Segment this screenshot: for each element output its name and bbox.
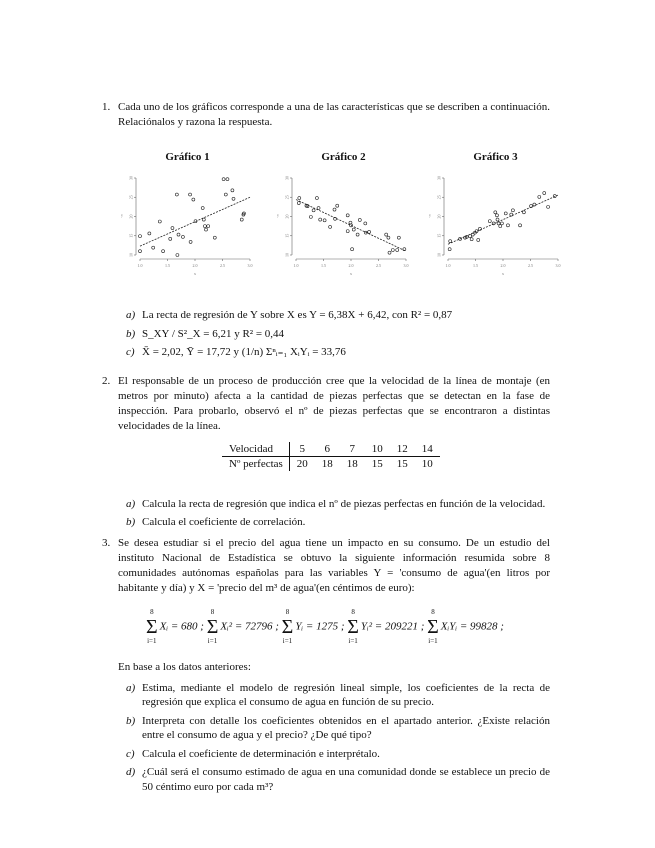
sum-upper: 8: [210, 607, 215, 616]
charts-row: [110, 150, 561, 300]
sum-upper: 8: [351, 607, 355, 616]
sum-lower: i=1: [282, 636, 293, 645]
data-point: [500, 222, 503, 225]
y-tick-label: 30: [284, 176, 290, 180]
data-point: [226, 178, 229, 181]
table-cell: 10: [365, 442, 390, 457]
question-text: El responsable de un proceso de producción cree que la velocidad de la línea de montaje (en metros por minuto) afecta a la cantidad de piezas perfectas que se detectan en la fase de inspección. Para probarlo, observó el nº de piezas perfectas que se encontraron a distintas velocidades de la línea.: [118, 374, 550, 432]
table-cell: 12: [390, 442, 415, 457]
data-point: [385, 233, 388, 236]
chart-title-1: Gráfico 1: [165, 151, 210, 163]
data-point: [388, 251, 391, 254]
option-text: S_XY / S²_X = 6,21 y R² = 0,44: [142, 327, 285, 340]
question-1: [102, 100, 550, 130]
question-number: 3.: [102, 536, 111, 549]
data-point: [504, 212, 507, 215]
regression-line: [140, 197, 250, 246]
option-text: Calcula el coeficiente de correlación.: [142, 516, 306, 528]
document-body: [102, 100, 561, 794]
data-point: [506, 224, 509, 227]
table-cell: 5: [289, 442, 315, 457]
q2-option-a: [126, 497, 550, 512]
data-point: [189, 240, 192, 243]
x-tick-label: 3.0: [403, 263, 409, 268]
x-tick-label: 1.0: [445, 263, 451, 268]
data-point: [391, 248, 394, 251]
q3-option-c: [126, 747, 550, 762]
data-point: [177, 233, 180, 236]
regression-line: [296, 200, 406, 252]
y-tick-label: 15: [284, 233, 290, 238]
option-label: c): [126, 747, 135, 760]
data-point: [494, 211, 497, 214]
option-label: b): [126, 516, 136, 528]
data-point: [368, 230, 371, 233]
q3-intro: En base a los datos anteriores:: [118, 660, 251, 673]
regression-line: [448, 195, 558, 244]
sum-term: Xᵢ² = 72796 ;: [220, 620, 279, 633]
table-cell: 7: [340, 442, 365, 457]
y-tick-label: 30: [128, 176, 134, 180]
data-point: [309, 215, 312, 218]
data-point: [158, 220, 161, 223]
option-text: La recta de regresión de Y sobre X es Y = 6,38X + 6,42, con R² = 0,87: [142, 309, 453, 321]
question-2: [102, 374, 550, 434]
sum-lower: i=1: [147, 636, 157, 645]
data-point: [538, 195, 541, 198]
data-point: [547, 205, 550, 208]
data-point: [470, 238, 473, 241]
data-point: [207, 225, 210, 228]
question-text: Se desea estudiar si el precio del agua tiene un impacto en su consumo. De un estudio del instituto Nacional de Estadística se obtuvo la siguiente información resumida sobre 8 comunidades autónomas españolas para las variables Y = 'consumo de agua'(en litros por habitante y día) y X = 'precio del m³ de agua'(en céntimos de euro):: [118, 536, 550, 594]
y-axis-label: y: [121, 212, 123, 218]
data-point: [496, 218, 499, 221]
data-point: [358, 218, 361, 221]
option-text: Calcula la recta de regresión que indica el nº de piezas perfectas en función de la velocidad.: [142, 497, 546, 510]
x-tick-label: 2.0: [192, 263, 198, 268]
data-point: [477, 238, 480, 241]
speed-table: [222, 442, 440, 471]
x-tick-label: 1.0: [293, 263, 299, 268]
table-cell: 18: [346, 457, 358, 470]
data-point: [203, 225, 206, 228]
table-cell: 6: [315, 442, 340, 457]
data-point: [152, 246, 155, 249]
row-header: Velocidad: [222, 442, 289, 457]
scatter-chart-2: [266, 172, 421, 284]
data-point: [232, 197, 235, 200]
chart-title-3: Gráfico 3: [473, 151, 518, 163]
q1-option-b: [126, 327, 550, 342]
option-text: Interpreta con detalle los coeficientes obtenidos en el apartado anterior. ¿Existe relación entre el consumo de agua y el precio? ¿De qué tipo?: [142, 714, 550, 741]
option-label: b): [126, 327, 136, 340]
q3-option-a: [126, 681, 550, 710]
chart-1: [110, 150, 265, 284]
table-cell: 20: [296, 457, 308, 470]
data-point: [171, 227, 174, 230]
sum-term: XᵢYᵢ = 99828 ;: [440, 620, 504, 633]
data-point: [346, 214, 349, 217]
data-point: [205, 228, 208, 231]
data-point: [224, 193, 227, 196]
data-point: [333, 208, 336, 211]
data-point: [298, 197, 301, 200]
data-point: [201, 207, 204, 210]
option-text: Estima, mediante el modelo de regresión lineal simple, los coeficientes de la recta de regresión que explica el consumo de agua en función de su precio.: [142, 681, 550, 708]
x-tick-label: 3.0: [555, 263, 561, 268]
table-cell: 14: [415, 442, 440, 457]
question-text: Cada uno de los gráficos corresponde a una de las características que se describen a continuación. Relaciónalos y razona la respuesta.: [118, 101, 550, 128]
option-text: X̄ = 2,02, Ȳ = 17,72 y (1/n) Σⁿᵢ₌₁ XᵢYᵢ = 33,76: [142, 346, 346, 358]
sum-symbol: 8 Σ i=1: [206, 607, 219, 645]
data-point: [222, 178, 225, 181]
y-tick-label: 15: [436, 233, 442, 238]
table-cell: 15: [396, 457, 408, 470]
y-axis-label: y: [429, 212, 431, 218]
table-row: [222, 456, 440, 471]
data-point: [352, 228, 355, 231]
data-point: [139, 250, 142, 253]
data-point: [181, 235, 184, 238]
data-point: [192, 198, 195, 201]
x-tick-label: 3.0: [247, 263, 253, 268]
data-point: [492, 222, 495, 225]
table-row: [222, 442, 440, 457]
data-point: [553, 195, 556, 198]
data-point: [519, 224, 522, 227]
data-point: [319, 218, 322, 221]
data-point: [543, 192, 546, 195]
x-tick-label: 2.5: [220, 263, 225, 268]
y-tick-label: 10: [284, 253, 290, 257]
y-tick-label: 25: [128, 195, 134, 200]
data-point: [189, 193, 192, 196]
option-label: d): [126, 766, 136, 778]
summation-formula: [146, 608, 550, 646]
y-axis-label: y: [277, 212, 279, 218]
q3-option-d: [126, 765, 550, 794]
x-tick-label: 1.0: [137, 263, 143, 268]
y-tick-label: 30: [436, 176, 442, 180]
q2-option-b: [126, 515, 550, 530]
question-number: 1.: [102, 101, 111, 113]
data-point: [495, 214, 498, 217]
option-text: Calcula el coeficiente de determinación e interprétalo.: [142, 747, 380, 760]
data-point: [387, 236, 390, 239]
data-point: [312, 209, 315, 212]
x-tick-label: 2.5: [528, 263, 533, 268]
x-axis-label: x: [502, 271, 504, 276]
x-tick-label: 1.5: [165, 263, 170, 268]
data-point: [323, 219, 326, 222]
data-point: [175, 193, 178, 196]
question-number: 2.: [102, 374, 111, 387]
data-point: [240, 218, 243, 221]
sum-term: Yᵢ² = 209221 ;: [360, 620, 425, 633]
data-point: [478, 227, 481, 230]
data-point: [448, 248, 451, 251]
option-label: a): [126, 497, 136, 510]
sum-term: Xᵢ = 680 ;: [159, 620, 204, 633]
sum-term: Yᵢ = 1275 ;: [295, 620, 345, 633]
data-point: [329, 225, 332, 228]
y-tick-label: 10: [436, 253, 442, 257]
data-point: [231, 189, 234, 192]
x-tick-label: 2.0: [348, 263, 354, 268]
x-tick-label: 2.0: [500, 263, 506, 268]
sum-upper: 8: [285, 607, 290, 616]
sum-symbol: 8 Σ i=1: [427, 607, 439, 645]
data-point: [511, 209, 514, 212]
data-point: [317, 207, 320, 210]
y-tick-label: 25: [436, 195, 442, 200]
data-point: [522, 211, 525, 214]
q1-option-c: [126, 345, 550, 360]
sum-upper: 8: [431, 607, 435, 616]
x-axis-label: x: [350, 271, 352, 276]
data-point: [364, 222, 367, 225]
data-point: [202, 218, 205, 221]
scatter-chart-1: [110, 172, 265, 284]
data-point: [213, 236, 216, 239]
x-tick-label: 1.5: [321, 263, 326, 268]
chart-3: [418, 150, 573, 284]
chart-title-2: Gráfico 2: [321, 151, 366, 163]
data-point: [510, 213, 513, 216]
sum-lower: i=1: [348, 636, 358, 645]
y-tick-label: 10: [128, 253, 134, 257]
table-cell: 10: [421, 457, 433, 470]
option-label: c): [126, 346, 135, 358]
sum-lower: i=1: [428, 636, 438, 645]
option-label: a): [126, 681, 136, 694]
data-point: [139, 235, 142, 238]
option-label: a): [126, 309, 136, 321]
x-axis-label: x: [194, 271, 196, 276]
option-text: ¿Cuál será el consumo estimado de agua en una comunidad donde se establece un precio de 50 céntimo euro por cada m³?: [142, 766, 550, 793]
sum-symbol: 8 Σ i=1: [281, 607, 294, 645]
data-point: [346, 230, 349, 233]
row-header: Nº perfectas: [222, 456, 289, 471]
data-point: [162, 250, 165, 253]
y-tick-label: 20: [436, 214, 442, 219]
y-tick-label: 25: [284, 195, 290, 200]
x-tick-label: 1.5: [473, 263, 478, 268]
q3-option-b: [126, 714, 550, 743]
table-cell: 18: [321, 457, 333, 470]
data-point: [397, 236, 400, 239]
option-label: b): [126, 714, 136, 727]
y-tick-label: 15: [128, 233, 134, 238]
data-point: [351, 248, 354, 251]
data-point: [315, 197, 318, 200]
data-point: [297, 202, 300, 205]
scatter-chart-3: [418, 172, 573, 284]
sum-upper: 8: [150, 607, 154, 616]
sum-symbol: 8 Σ i=1: [146, 607, 158, 645]
data-point: [396, 248, 399, 251]
data-point: [176, 254, 179, 257]
table-cell: 15: [371, 457, 383, 470]
data-point: [488, 220, 491, 223]
sum-lower: i=1: [207, 636, 218, 645]
sum-symbol: 8 Σ i=1: [347, 607, 359, 645]
question-3: [102, 536, 550, 596]
data-point: [449, 240, 452, 243]
data-point: [148, 232, 151, 235]
chart-2: [266, 150, 421, 284]
data-point: [356, 233, 359, 236]
y-tick-label: 20: [284, 214, 290, 219]
y-tick-label: 20: [128, 214, 134, 219]
q1-option-a: [126, 308, 550, 323]
x-tick-label: 2.5: [376, 263, 381, 268]
data-point: [336, 204, 339, 207]
data-point: [169, 237, 172, 240]
